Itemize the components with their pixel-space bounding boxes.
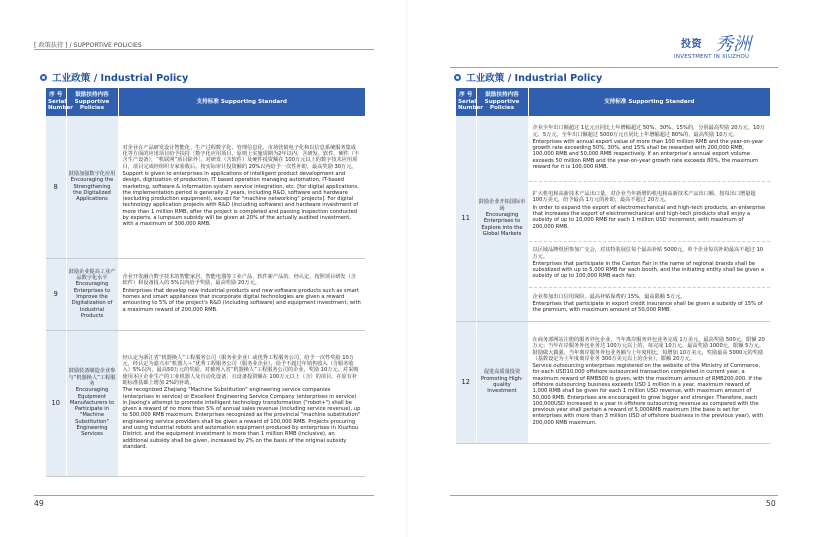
table-header-row bbox=[456, 88, 770, 116]
header-standard: 支持标准 Supporting Standard bbox=[528, 88, 770, 116]
table-header-row bbox=[46, 88, 365, 116]
section-title-text: 工业政策 / Industrial Policy bbox=[466, 73, 603, 84]
breadcrumb: [ 政策扶持 ] / SUPPORTIVE POLICIES bbox=[34, 42, 142, 49]
row-standard: 企业开发融合数字技术的智能家居、智能电器等工业产品、软件新产品的，经认定，按照项目研发（含软件）和设备投入的 5%以内给予奖励，最高奖励 20万元。 Enterprises that develop new industrial products and new software products such as smart homes and smart appliances that incorporate digital technologies are given a reward amounting to 5% of the project's R&D (including software) and equipment investment, with a maximum reward of 200,000 RMB. bbox=[118, 258, 365, 330]
page-number-left: 49 bbox=[34, 499, 44, 508]
row-standard-part: 以区域品牌组团参加广交会，对其特装展位每个最高补贴 5000元，单个企业每次补助最高不超过 10万元。 Enterprises that participate in the Canton Fair in the name of regional brands shall be subsidized with up to 5,000 RMB for each booth, and the initiating entity shall be given a subsidy of up to 100,000 RMB each fair. bbox=[528, 241, 770, 287]
row-policy: 鼓励企业开拓国际市场 Encouraging Enterprises to Explore into the Global Markets bbox=[476, 116, 528, 321]
row-standard-part: 扩大机电和高新技术产品出口量，对企业当年新增的机电和高新技术产品出口额，按每出口增量超 100万美元，给予最高 1万元的补助，最高不超过 20万元。 In order to expand the export of electromechanical and high-tech products, an enterprise that increases the export of electromechanical and high-tech products shall enjoy a subsidy of up to 10,000 RMB for each 1 million USD increment, with maximum of 200,000 RMB. bbox=[528, 181, 770, 241]
header-standard: 支持标准 Supporting Standard bbox=[118, 88, 365, 116]
header-serial: 序 号 Serial Number bbox=[46, 88, 66, 116]
section-title bbox=[454, 70, 602, 84]
header-serial: 序 号 Serial Number bbox=[456, 88, 476, 116]
row-serial: 9 bbox=[46, 258, 66, 330]
circle-bullet-icon bbox=[454, 74, 461, 81]
table-row bbox=[46, 330, 365, 476]
row-serial: 8 bbox=[46, 116, 66, 258]
footer-rule bbox=[450, 495, 778, 496]
page-number-right: 50 bbox=[766, 499, 776, 508]
spine-shadow bbox=[406, 0, 410, 537]
table-row bbox=[46, 116, 365, 258]
table-row bbox=[46, 258, 365, 330]
policy-table-left bbox=[46, 88, 365, 477]
row-policy: 促进高质量投资 Promoting High-quality Investment bbox=[476, 321, 528, 443]
table-row bbox=[456, 321, 770, 443]
row-standard-part: 企业参加出口信用保险，最高补贴保费的 15%，最高限额 5万元。 Enterprises that participate in export credit insurance shall be given a subsidy of 15% of the premium, with maximum amount of 50,000 RMB. bbox=[528, 287, 770, 321]
row-policy: 鼓励加强数字化应用 Encouraging the Strengthening the Digitalized Applications bbox=[66, 116, 118, 258]
row-serial: 11 bbox=[456, 116, 476, 321]
row-standard: 在商务部网站注册的服务外包企业，当年离岸服务外包业务完成 1万美元，最高奖励 500元，限额 20万元；当年在岸服务外包业务达 100万元以上的，每完成 10万元，最高奖励 1000元，限额 5万元。鼓励做大做强，当年离岸服务外包业务额与上年度相比，每增加 10万美元，奖励最高 5000元的奖励（基数设定为上年度离岸业务 300万美元以上的企业），限额 20万元。 Service outsourcing enterprises registered on the website of the Ministry of Commerce, for each USD10,000 offshore outsourced transaction completed in current year, a maximum reward of RMB500 is given, with the maximum amount of RMB200,000. If the offshore outsourcing business exceeds USD 1 million in a year, maximum reward of 1,000 RMB shall be given for each 1 million USD revenue, with maximum amount of 50,000 RMB. Enterprises are encouraged to grow bigger and stronger. Therefore, each 100,000USD increased in a year in offshore outsourcing revenue as compared with the previous year shall pertain a reward of 5,000RMB maximum (the base is set for enterprises with more than 3 million USD of offshore business in the previous year), with 200,000 RMB maximum. bbox=[528, 321, 770, 443]
row-standard: 对企业在产品研发设计智能化、生产过程数字化、管理信息化、市场营销电子化和以信息系统服务集成化等方面的应用项目给予扶持［数字化应用项目，原则上实施周期为2年以内，含研发、软件、硬件（不含生产设备），“机联网”项目除外］。对研发（含软件）及硬件投资额在 100万元以上的数字技术应用项目，项目完成经组织专家验收后，按实际审计投资额的 20%以内给予一次性补助，最高奖励 30万元。 Support is given to enterprises in applications of intelligent product development and design, digitization of production, IT based operation managing automation, IT-based marketing, software & information system service integration, etc. [for digital applications, the implementation period is generally 2 years, including R&D, software and hardware (excluding production equipment), except for "machine networking" projects]. For digital technology application projects with R&D (including software) and hardware investment of more than 1 million RMB, after the project is completed and passing inspection conducted by experts, a lumpsum subsidy will be given at 20% of the actually audited investment, with a maximum of 300,000 RMB. bbox=[118, 116, 365, 258]
right-page bbox=[408, 0, 816, 537]
row-policy: 鼓励装备制造企业参与“机器换人”工程服务 Encouraging Equipment Manufacturers to Participate in "Machine Substitution" Engineering Services bbox=[66, 330, 118, 476]
section-title-text: 工业政策 / Industrial Policy bbox=[52, 73, 189, 84]
row-serial: 12 bbox=[456, 321, 476, 443]
header-policy: 鼓励扶持内容 Supportive Policies bbox=[476, 88, 528, 116]
row-standard: 经认定为浙江省“机器换人”工程服务公司（服务业企业）或优秀工程服务公司，给予一次性奖励 10万元，经认定为嘉兴市“机器人＋”优秀工程服务公司（服务业企业），给予不超过年销售收入（含服务收入）5%以内，最高50万元的奖励。对被列入省“机器换人”工程服务公司的企业，奖励 10万元。对采购使用本区企业生产的工业机器人及自动化设备，且设备投资额在 100万元以上（含）的项目，在原有补助标准基础上增加 2%的补助。 The recognized Zhejiang "Machine Substitution" engineering service companies (enterprises in service) or Excellent Engineering Service Company (enterprises in service) in Jiaxing's attempt to promote intelligent technology transformation ("robot+") shall be given a reward of no more than 5% of annual sales revenue (including service revenue), up to 500,000 RMB maximum. Enterprises recognized as the provincial "machine substitution" engineering service providers shall be given a reward of 100,000 RMB. Projects procuring and using industrial robots and automation equipment produced by enterprises in Xiuzhou District, and the equipment investment is more than 1 million RMB (inclusive), an additional subsidy shall be given, increased by 2% on the basis of the original subsidy standard. bbox=[118, 330, 365, 476]
header-policy: 鼓励扶持内容 Supportive Policies bbox=[66, 88, 118, 116]
row-serial: 10 bbox=[46, 330, 66, 476]
footer-rule bbox=[34, 495, 374, 496]
circle-bullet-icon bbox=[40, 74, 47, 81]
header-rule bbox=[34, 49, 374, 50]
section-title bbox=[40, 70, 188, 84]
table-row bbox=[456, 116, 770, 181]
row-policy: 鼓励企业提高工业产品数字化水平 Encouraging Enterprises to Improve the Digitalization of Industrial Products bbox=[66, 258, 118, 330]
investment-xiuzhou-logo: 投资 秀洲 INVESTMENT IN XIUZHOU bbox=[674, 34, 751, 60]
row-standard-part: 企业全年出口额超过 1亿元且同比上年增幅超过 50%、30%、15%的，分别最高奖励 20万元、10万元、5万元。全年出口额超过 5000万元且同比上年增幅超过 80%的，最高奖励 10万元。 Enterprises with annual export value of more than 100 million RMB and the year-on-year growth rate exceeding 50%, 30%, and 15% shall be rewarded with 200,000 RMB, 100,000 RMB and 50,000 RMB respectively. If an enterprise's annual export volume exceeds 50 million RMB and the year-on-year growth rate exceeds 80%, the maximum reward for it is 100,000 RMB. bbox=[528, 116, 770, 181]
policy-table-right bbox=[456, 88, 770, 444]
